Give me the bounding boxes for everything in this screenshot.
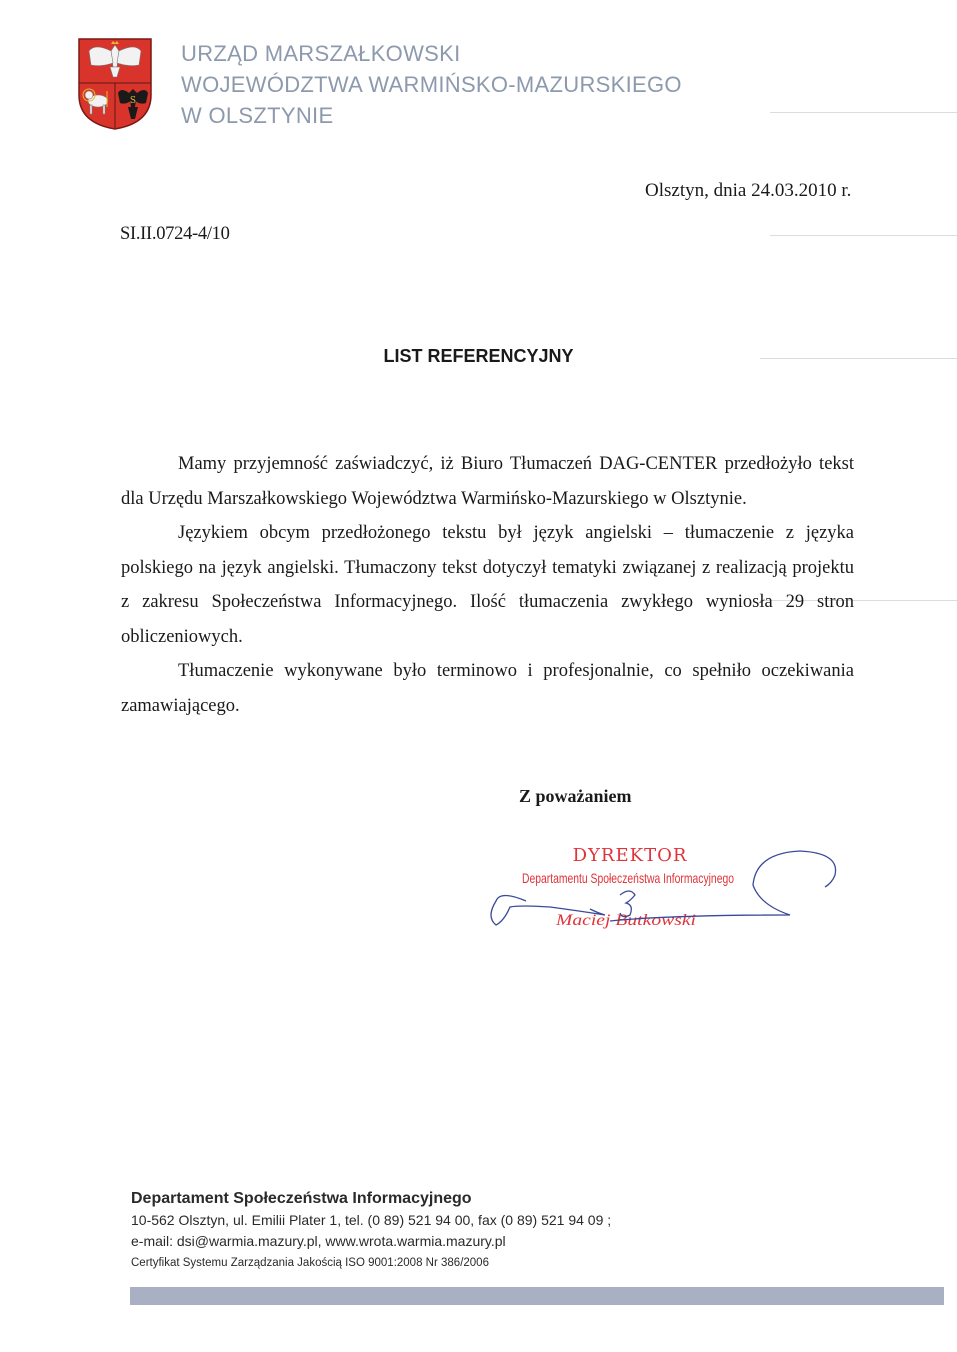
paragraph-1: Mamy przyjemność zaświadczyć, iż Biuro Tłumaczeń DAG-CENTER przedłożyło tekst dla Urzędu Marszałkowskiego Województwa Warmińsko-Mazurskiego w Olsztynie. <box>121 454 854 509</box>
footer-certificate: Certyfikat Systemu Zarządzania Jakością ISO 9001:2008 Nr 386/2006 <box>131 1257 489 1269</box>
place-date: Olsztyn, dnia 24.03.2010 r. <box>645 180 852 201</box>
closing: Z poważaniem <box>519 786 632 806</box>
svg-text:S: S <box>129 96 137 106</box>
coat-of-arms-icon <box>77 37 153 130</box>
reference-number: SI.II.0724-4/10 <box>120 224 230 244</box>
paragraph-2: Językiem obcym przedłożonego tekstu był język angielski – tłumaczenie z języka polskiego na język angielski. Tłumaczony tekst dotyczył tematyki związanej z realizacją projektu z zakresu Społeczeństwa Informacyjnego. Ilość tłumaczenia zwykłego wyniosła 29 stron obliczeniowych. <box>121 523 854 647</box>
footer-bar <box>130 1287 944 1305</box>
footer-contact: e-mail: dsi@warmia.mazury.pl, www.wrota.warmia.mazury.pl <box>131 1233 506 1249</box>
scan-artifact <box>770 112 957 113</box>
institution-line-1: URZĄD MARSZAŁKOWSKI <box>181 41 461 66</box>
scan-artifact <box>770 235 957 236</box>
institution-line-3: W OLSZTYNIE <box>181 103 334 128</box>
footer-address: 10-562 Olsztyn, ul. Emilii Plater 1, tel. (0 89) 521 94 00, fax (0 89) 521 94 09 ; <box>131 1212 612 1228</box>
paragraph-3: Tłumaczenie wykonywane było terminowo i profesjonalnie, co spełniło oczekiwania zamawiającego. <box>121 661 854 716</box>
institution-line-2: WOJEWÓDZTWA WARMIŃSKO-MAZURSKIEGO <box>181 72 682 97</box>
signature-stamp <box>470 835 870 945</box>
institution-name <box>181 38 682 131</box>
stamp-name: Maciej Butkowski <box>554 912 696 929</box>
footer-department: Departament Społeczeństwa Informacyjnego <box>131 1190 472 1207</box>
stamp-title: DYREKTOR <box>572 845 688 866</box>
letter-title: LIST REFERENCYJNY <box>383 346 574 366</box>
letter-body <box>121 447 854 723</box>
footer <box>131 1188 611 1274</box>
stamp-department: Departamentu Społeczeństwa Informacyjnego <box>522 870 735 886</box>
